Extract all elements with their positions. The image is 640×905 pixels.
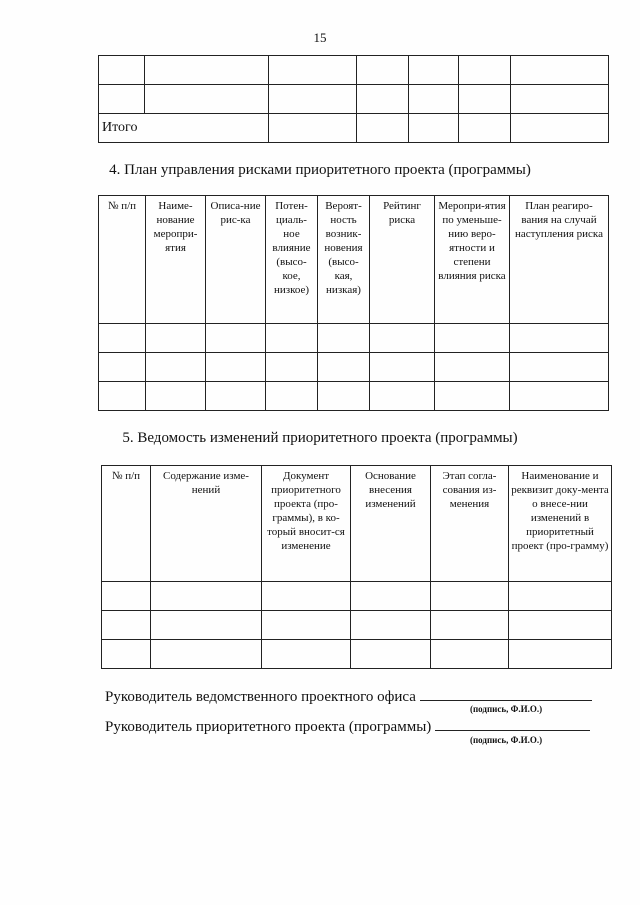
signature-underline [435,716,590,731]
column-header: Этап согла-сования из-менения [431,466,509,582]
signature-line-office-head [105,686,592,706]
column-header: Описа-ние рис-ка [206,196,266,324]
risk-management-table [98,195,609,411]
table-header-row [102,466,612,582]
signature-label: Руководитель приоритетного проекта (программы) [105,719,432,735]
column-header: Содержание изме-нений [151,466,262,582]
table-header-row [99,196,609,324]
table-row [99,353,609,382]
top-table [98,55,609,143]
table-row [102,640,612,669]
table-row [102,582,612,611]
table-row [99,114,609,143]
section-4-title: 4. План управления рисками приоритетного проекта (программы) [109,162,531,178]
table-row [102,611,612,640]
column-header: Меропри-ятия по уменьше-нию веро-ятности и степени влияния риска [435,196,510,324]
column-header: Рейтинг риска [370,196,435,324]
table-row [99,85,609,114]
signature-caption: (подпись, Ф.И.О.) [470,735,543,745]
column-header: Вероят-ность возник-новения (высо-кая, низкая) [318,196,370,324]
column-header: Наименование и реквизит доку-мента о внесе-нии изменений в приоритетный проект (про-грамму) [509,466,612,582]
column-header: Потен-циаль-ное влияние (высо-кое, низкое) [266,196,318,324]
column-header: № п/п [99,196,146,324]
column-header: Документ приоритетного проекта (про-граммы), в ко-торый вносит-ся изменение [262,466,351,582]
column-header: Основание внесения изменений [351,466,431,582]
signature-underline [420,686,592,701]
table-row [99,382,609,411]
signature-caption: (подпись, Ф.И.О.) [470,704,543,714]
column-header: План реагиро-вания на случай наступления риска [510,196,609,324]
table-row [99,56,609,85]
total-label: Итого [99,114,269,143]
table-row [99,324,609,353]
column-header: Наиме-нование меропри-ятия [146,196,206,324]
signature-line-project-head [105,716,590,736]
page-number: 15 [313,30,327,45]
change-log-table [101,465,612,669]
column-header: № п/п [102,466,151,582]
signature-label: Руководитель ведомственного проектного офиса [105,689,416,705]
section-5-title: 5. Ведомость изменений приоритетного проекта (программы) [122,430,518,446]
